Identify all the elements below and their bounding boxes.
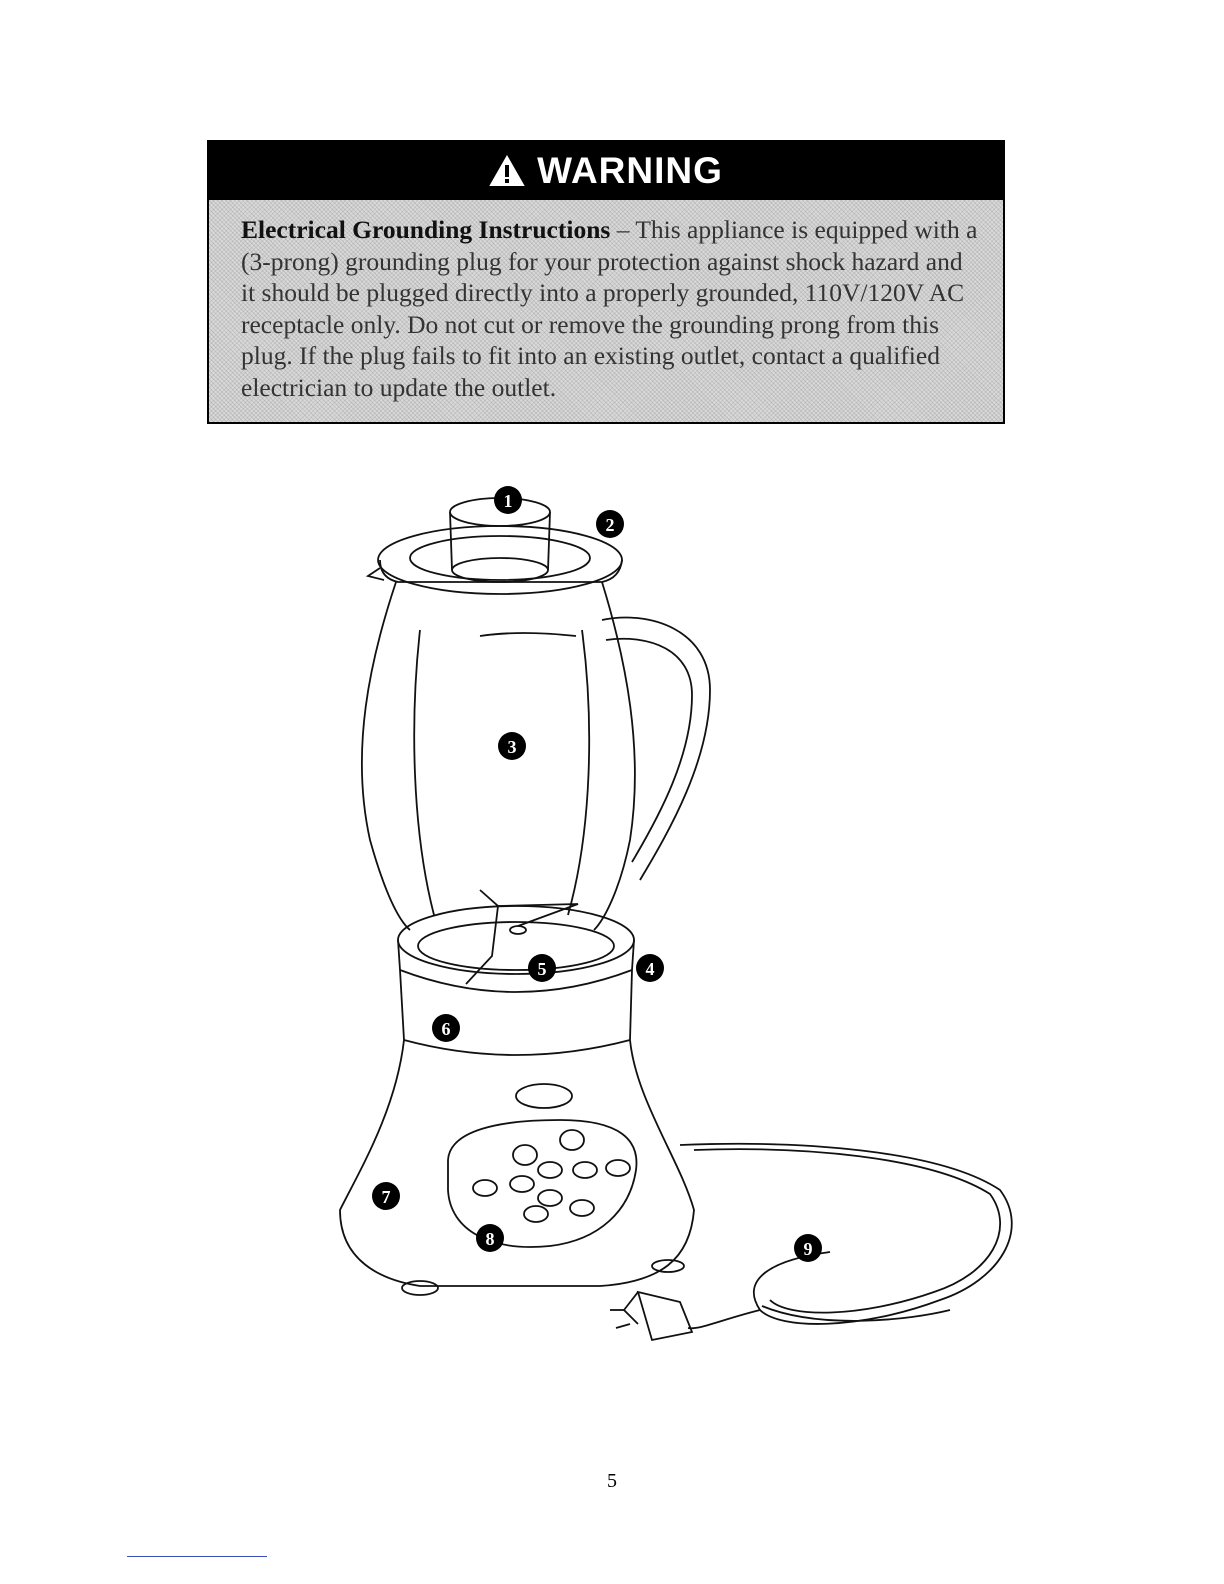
- warning-header: [209, 142, 1003, 200]
- warning-title: WARNING: [537, 150, 723, 191]
- callout-9: [794, 1234, 822, 1262]
- svg-text:3: 3: [507, 737, 517, 757]
- svg-text:6: 6: [441, 1019, 451, 1039]
- jar-handle: [602, 618, 710, 880]
- svg-text:9: 9: [803, 1239, 813, 1259]
- jar: [362, 582, 635, 930]
- callout-8: [476, 1224, 504, 1252]
- svg-text:2: 2: [605, 515, 615, 535]
- svg-text:7: 7: [381, 1187, 391, 1207]
- svg-text:1: 1: [503, 491, 513, 511]
- callout-3: [498, 732, 526, 760]
- callout-4: [636, 954, 664, 982]
- warning-box: [207, 140, 1005, 424]
- power-plug: [610, 1292, 692, 1340]
- svg-text:8: 8: [485, 1229, 495, 1249]
- blender-diagram: [300, 470, 1040, 1380]
- callout-2: [596, 510, 624, 538]
- control-panel: [448, 1120, 636, 1247]
- svg-text:4: 4: [645, 959, 655, 979]
- callout-1: [494, 486, 522, 514]
- jar-collar: [398, 906, 634, 992]
- callout-6: [432, 1014, 460, 1042]
- svg-text:5: 5: [537, 959, 547, 979]
- page-number: 5: [607, 1470, 617, 1492]
- lid: [368, 526, 622, 594]
- footer-rule: [127, 1556, 267, 1557]
- callout-5: [528, 954, 556, 982]
- warning-text: [209, 200, 1003, 403]
- warning-heading: Electrical Grounding Instructions: [241, 215, 611, 244]
- warning-body: – This appliance is equipped with a (3-prong) grounding plug for your protection against shock hazard and it should be plugged directly into a properly grounded, 110V/120V AC receptacle only. Do not cut or remove the grounding prong from this plug. If the plug fails to fit into an existing outlet, contact a qualified electrician to update the outlet.: [241, 215, 978, 402]
- warning-triangle-icon: [489, 155, 525, 187]
- power-cord: [680, 1144, 1012, 1328]
- callout-7: [372, 1182, 400, 1210]
